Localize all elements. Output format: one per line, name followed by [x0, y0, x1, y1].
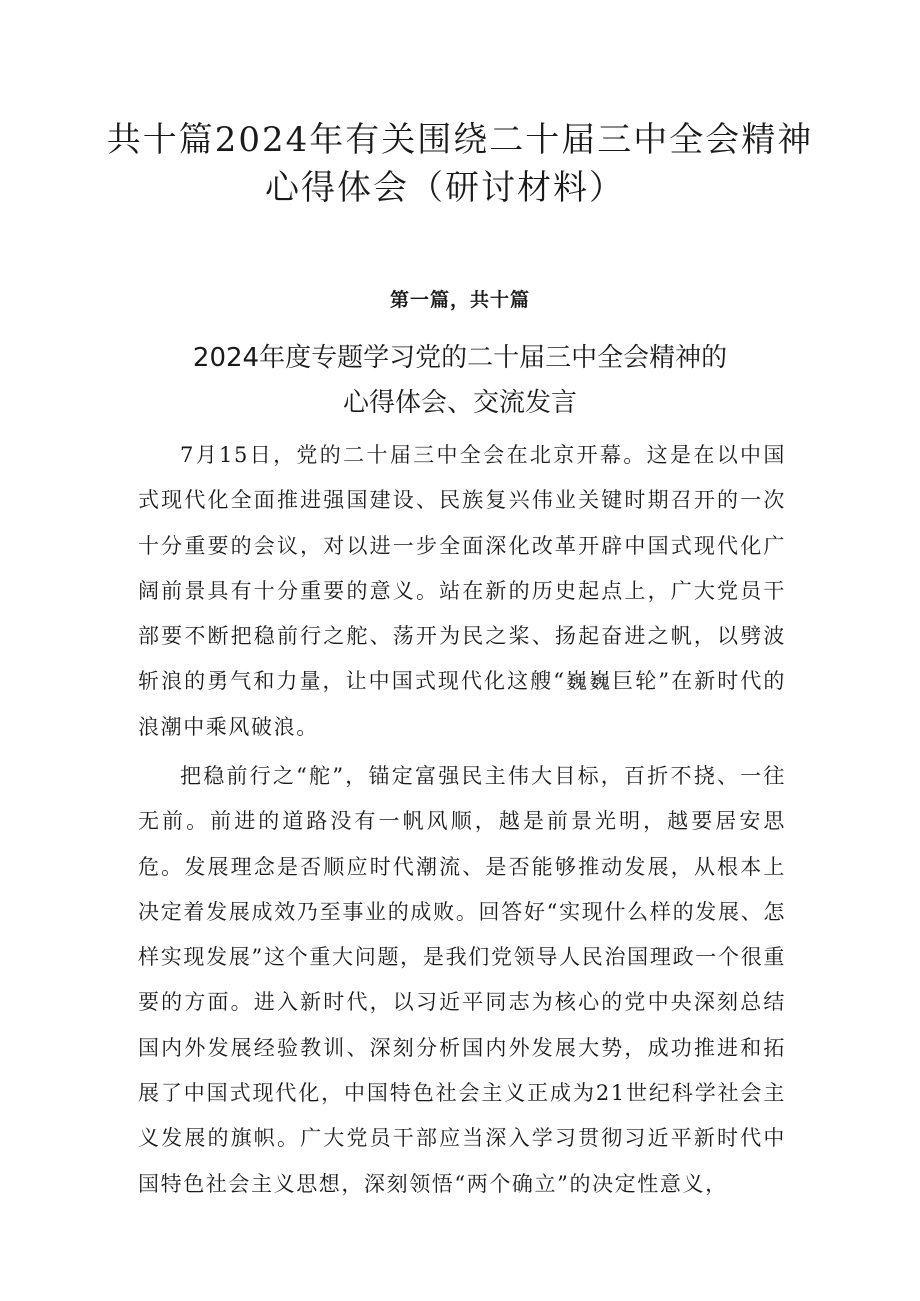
- section-title-line2: 心得体会、交流发言: [342, 388, 577, 418]
- section-label: 第一篇，共十篇: [389, 289, 530, 311]
- section-title-line1: 2024年度专题学习党的二十届三中全会精神的: [192, 343, 728, 373]
- body-paragraph-2: 把稳前行之“舵”，锚定富强民主伟大目标，百折不挠、一往无前。前进的道路没有一帆风顺，越是前景光明，越要居安思危。发展理念是否顺应时代潮流、是否能够推动发展，从根本上决定着发展成效乃至事业的成败。回答好“实现什么样的发展、怎样实现发展”这个重大问题，是我们党领导人民治国理政一个很重要的方面。进入新时代，以习近平同志为核心的党中央深刻总结国内外发展经验教训、深刻分析国内外发展大势，成功推进和拓展了中国式现代化，中国特色社会主义正成为21世纪科学社会主义发展的旗帜。广大党员干部应当深入学习贯彻习近平新时代中国特色社会主义思想，深刻领悟“两个确立”的决定性意义，: [138, 764, 786, 1196]
- document-title-line1: 共十篇2024年有关围绕二十届三中全会精神: [106, 120, 814, 160]
- document-title-line2: 心得体会（研讨材料）: [265, 168, 625, 208]
- body-paragraph-1: 7月15日，党的二十届三中全会在北京开幕。这是在以中国式现代化全面推进强国建设、民族复兴伟业关键时期召开的一次十分重要的会议，对以进一步全面深化改革开辟中国式现代化广阔前景具有十分重要的意义。站在新的历史起点上，广大党员干部要不断把稳前行之舵、荡开为民之桨、扬起奋进之帆，以劈波斩浪的勇气和力量，让中国式现代化这艘“巍巍巨轮”在新时代的浪潮中乘风破浪。: [138, 443, 786, 739]
